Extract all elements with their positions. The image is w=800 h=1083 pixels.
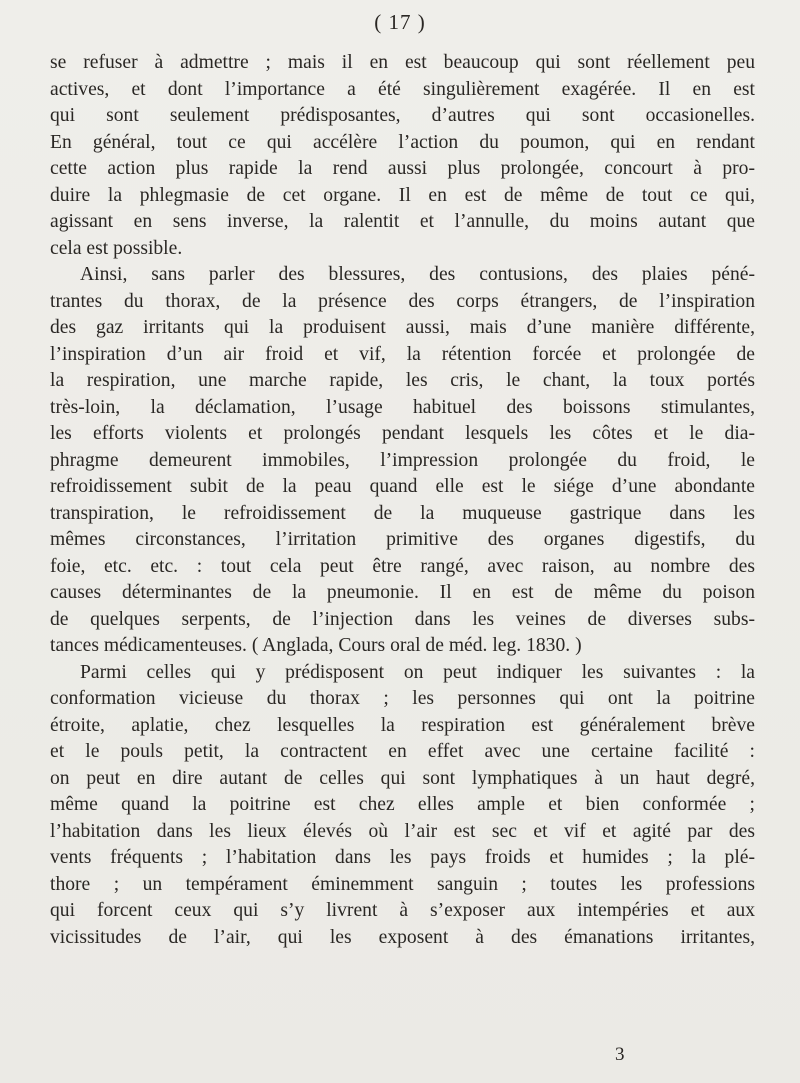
text-line: qui sont seulement prédisposantes, d’autres qui sont occasionelles. xyxy=(50,105,755,126)
page-body xyxy=(50,50,755,951)
text-line: cette action plus rapide la rend aussi plus prolongée, concourt à pro- xyxy=(50,158,755,179)
text-line: se refuser à admettre ; mais il en est beaucoup qui sont réellement peu xyxy=(50,52,755,73)
text-line: foie, etc. etc. : tout cela peut être rangé, avec raison, au nombre des xyxy=(50,555,755,577)
text-line: tances médicamenteuses. ( Anglada, Cours oral de méd. leg. 1830. ) xyxy=(50,635,582,656)
text-line: l’inspiration d’un air froid et vif, la rétention forcée et prolongée de xyxy=(50,343,755,365)
text-line: phragme demeurent immobiles, l’impression prolongée du froid, le xyxy=(50,449,755,471)
text-line: agissant en sens inverse, la ralentit et l’annulle, du moins autant que xyxy=(50,211,755,232)
text-line: l’habitation dans les lieux élevés où l’air est sec et vif et agité par des xyxy=(50,820,755,842)
text-line: actives, et dont l’importance a été singulièrement exagérée. Il en est xyxy=(50,78,755,100)
page-number: ( 17 ) xyxy=(374,10,426,34)
text-line: transpiration, le refroidissement de la muqueuse gastrique dans les xyxy=(50,502,755,524)
text-line: cela est possible. xyxy=(50,237,183,259)
paragraph-2 xyxy=(50,262,755,660)
signature-mark: 3 xyxy=(615,1044,625,1065)
text-line: la respiration, une marche rapide, les cris, le chant, la toux portés xyxy=(50,370,755,391)
text-line: même quand la poitrine est chez elles ample et bien conformée ; xyxy=(50,794,755,815)
text-line: de quelques serpents, de l’injection dans les veines de diverses subs- xyxy=(50,608,755,630)
text-line: En général, tout ce qui accélère l’action du poumon, qui en rendant xyxy=(50,131,755,153)
text-line: causes déterminantes de la pneumonie. Il en est de même du poison xyxy=(50,582,755,603)
text-line: mêmes circonstances, l’irritation primitive des organes digestifs, du xyxy=(50,529,755,550)
text-line: refroidissement subit de la peau quand elle est le siége d’une abondante xyxy=(50,476,755,497)
text-line: Ainsi, sans parler des blessures, des contusions, des plaies péné- xyxy=(80,264,755,285)
text-line: vicissitudes de l’air, qui les exposent à des émanations irritantes, xyxy=(50,926,755,948)
text-line: vents fréquents ; l’habitation dans les pays froids et humides ; la plé- xyxy=(50,847,755,868)
text-line: et le pouls petit, la contractent en effet avec une certaine facilité : xyxy=(50,741,755,762)
paragraph-3 xyxy=(50,660,755,952)
text-line: thore ; un tempérament éminemment sanguin ; toutes les professions xyxy=(50,873,755,895)
text-line: très-loin, la déclamation, l’usage habituel des boissons stimulantes, xyxy=(50,396,755,418)
text-line: les efforts violents et prolongés pendant lesquels les côtes et le dia- xyxy=(50,423,755,444)
text-line: conformation vicieuse du thorax ; les personnes qui ont la poitrine xyxy=(50,688,755,709)
text-line: trantes du thorax, de la présence des corps étrangers, de l’inspiration xyxy=(50,290,755,312)
text-line: on peut en dire autant de celles qui sont lymphatiques à un haut degré, xyxy=(50,767,755,789)
text-line: duire la phlegmasie de cet organe. Il en est de même de tout ce qui, xyxy=(50,184,755,206)
text-line: étroite, aplatie, chez lesquelles la respiration est généralement brève xyxy=(50,714,755,736)
text-line: qui forcent ceux qui s’y livrent à s’exposer aux intempéries et aux xyxy=(50,900,755,921)
text-line: des gaz irritants qui la produisent aussi, mais d’une manière différente, xyxy=(50,317,755,338)
paragraph-1 xyxy=(50,50,755,262)
text-line: Parmi celles qui y prédisposent on peut indiquer les suivantes : la xyxy=(80,661,755,683)
